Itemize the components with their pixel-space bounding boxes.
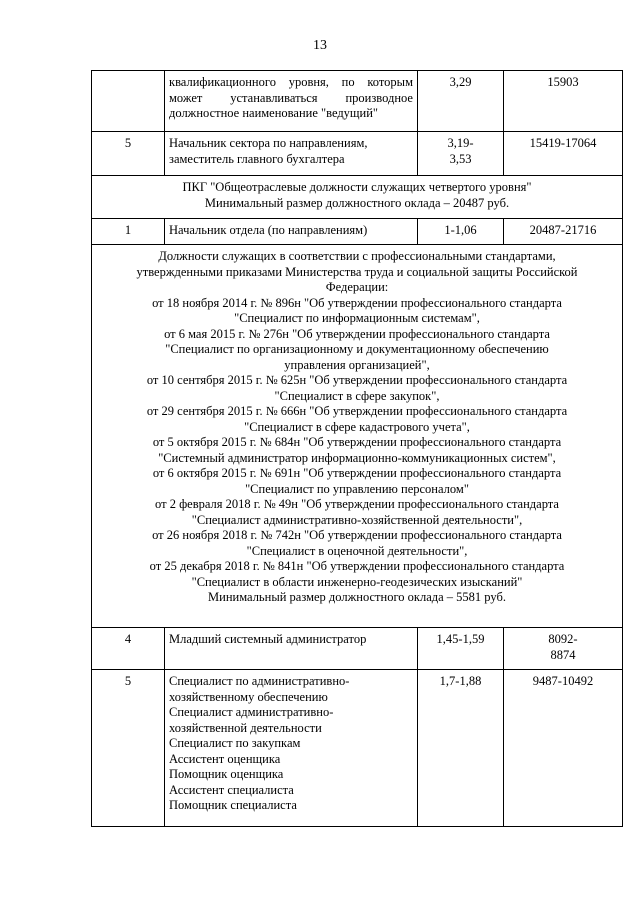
- salary-table: [91, 70, 623, 827]
- header-line: от 10 сентября 2015 г. № 625н "Об утверждении профессионального стандарта: [146, 373, 568, 387]
- row-number: 5: [92, 132, 165, 176]
- professional-standards-header: [92, 245, 623, 628]
- header-line: "Специалист в сфере закупок",: [274, 388, 440, 403]
- coefficient: 1-1,06: [418, 219, 504, 245]
- salary-range: 9487-10492: [504, 670, 623, 827]
- header-line: утвержденными приказами Министерства труда и социальной защиты Российской: [136, 264, 578, 279]
- group-title: ПКГ "Общеотраслевые должности служащих четвертого уровня": [182, 180, 532, 194]
- salary-line: 8092-: [548, 632, 578, 646]
- position-name: квалификационного уровня, по которым может устанавливаться производное должностное наименование "ведущий": [165, 71, 418, 132]
- header-line: от 26 ноября 2018 г. № 742н "Об утверждении профессионального стандарта: [152, 528, 562, 542]
- group-header: [92, 176, 623, 219]
- position-line: Ассистент специалиста: [169, 782, 294, 797]
- header-line: Должности служащих в соответствии с профессиональными стандартами,: [158, 249, 556, 263]
- position-line: Специалист административно-: [169, 705, 334, 719]
- salary-range: 20487-21716: [504, 219, 623, 245]
- salary-range: 15903: [504, 71, 623, 132]
- table-row: [92, 71, 623, 132]
- coefficient: 1,7-1,88: [418, 670, 504, 827]
- header-line: "Специалист в сфере кадастрового учета",: [244, 419, 470, 434]
- position-line: Ассистент оценщика: [169, 751, 281, 766]
- header-line: от 2 февраля 2018 г. № 49н "Об утверждении профессионального стандарта: [155, 497, 559, 511]
- coefficient: 1,45-1,59: [418, 628, 504, 670]
- position-line: хозяйственной деятельности: [169, 720, 322, 735]
- header-line: "Специалист административно-хозяйственной деятельности",: [191, 512, 523, 527]
- salary-line: 8874: [550, 647, 576, 662]
- header-line: от 29 сентября 2015 г. № 666н "Об утверждении профессионального стандарта: [146, 404, 568, 418]
- header-line: от 6 мая 2015 г. № 276н "Об утверждении профессионального стандарта: [164, 326, 550, 341]
- table-row: [92, 219, 623, 245]
- group-header-row: [92, 176, 623, 219]
- row-number: 1: [92, 219, 165, 245]
- header-line: управления организацией",: [284, 357, 430, 372]
- row-number: 4: [92, 628, 165, 670]
- position-line: Помощник оценщика: [169, 767, 284, 781]
- header-line: от 5 октября 2015 г. № 684н "Об утверждении профессионального стандарта: [152, 435, 562, 449]
- position-line: Специалист по закупкам: [169, 736, 301, 750]
- header-line: от 25 декабря 2018 г. № 841н "Об утверждении профессионального стандарта: [149, 559, 565, 573]
- group-min-salary: Минимальный размер должностного оклада – 20487 руб.: [204, 195, 510, 210]
- position-name: [165, 670, 418, 827]
- salary-range: 15419-17064: [504, 132, 623, 176]
- header-line: "Системный администратор информационно-коммуникационных систем",: [158, 450, 556, 465]
- header-line: от 18 ноября 2014 г. № 896н "Об утверждении профессионального стандарта: [152, 295, 562, 310]
- group-header-row: [92, 245, 623, 628]
- position-name: Младший системный администратор: [165, 628, 418, 670]
- row-number: [92, 71, 165, 132]
- header-line: "Специалист по управлению персоналом": [245, 481, 469, 496]
- position-name: Начальник сектора по направлениям, заместитель главного бухгалтера: [165, 132, 418, 176]
- coefficient-line: 3,53: [449, 151, 472, 166]
- header-line: от 6 октября 2015 г. № 691н "Об утверждении профессионального стандарта: [152, 466, 562, 480]
- coefficient: 3,29: [418, 71, 504, 132]
- salary-range: [504, 628, 623, 670]
- table-row: [92, 628, 623, 670]
- table-row: [92, 670, 623, 827]
- coefficient-line: 3,19-: [447, 136, 474, 150]
- position-line: хозяйственному обеспечению: [169, 689, 328, 704]
- header-line: "Специалист по организационному и документационному обеспечению: [165, 342, 549, 356]
- position-line: Помощник специалиста: [169, 798, 297, 812]
- header-line: Федерации:: [325, 280, 389, 294]
- position-line: Специалист по административно-: [169, 674, 350, 688]
- page-number: 13: [313, 38, 327, 53]
- row-number: 5: [92, 670, 165, 827]
- header-line: Минимальный размер должностного оклада – 5581 руб.: [208, 590, 506, 604]
- table-row: [92, 132, 623, 176]
- position-name: Начальник отдела (по направлениям): [165, 219, 418, 245]
- header-line: "Специалист в области инженерно-геодезических изысканий": [191, 574, 523, 589]
- header-line: "Специалист в оценочной деятельности",: [246, 543, 468, 558]
- header-line: "Специалист по информационным системам",: [234, 311, 480, 325]
- coefficient: [418, 132, 504, 176]
